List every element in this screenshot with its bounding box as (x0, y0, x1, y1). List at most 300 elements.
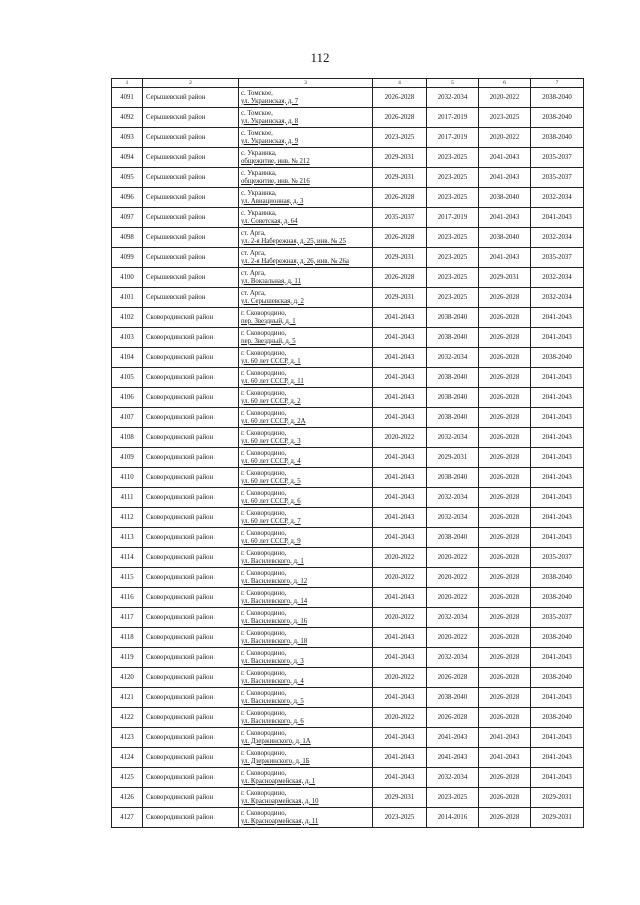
period-cell: 2026-2028 (373, 268, 427, 288)
address-street: ул. Украинская, д. 8 (241, 117, 299, 125)
period-cell: 2020-2022 (427, 568, 479, 588)
period-cell: 2041-2043 (373, 348, 427, 368)
address-cell (239, 128, 373, 148)
district-cell: Сковородинский район (143, 648, 239, 668)
address-street: ул. Вокзальная, д. 11 (241, 277, 301, 285)
table-row (112, 328, 584, 348)
period-cell: 2032-2034 (427, 768, 479, 788)
period-cell: 2035-2037 (531, 168, 584, 188)
address-locality: с. Томское, (241, 89, 273, 97)
address-cell (239, 428, 373, 448)
period-cell: 2026-2028 (479, 388, 531, 408)
table-row (112, 688, 584, 708)
address-street: ул. 60 лет СССР, д. 5 (241, 477, 301, 485)
table-row (112, 768, 584, 788)
column-number-row (112, 79, 584, 88)
table-row (112, 748, 584, 768)
period-cell: 2026-2028 (479, 668, 531, 688)
period-cell: 2020-2022 (427, 588, 479, 608)
period-cell: 2023-2025 (427, 248, 479, 268)
period-cell: 2038-2040 (531, 348, 584, 368)
district-cell: Серышевский район (143, 168, 239, 188)
address-cell (239, 308, 373, 328)
period-cell: 2038-2040 (479, 228, 531, 248)
period-cell: 2026-2028 (479, 688, 531, 708)
period-cell: 2041-2043 (531, 208, 584, 228)
row-number: 4100 (112, 268, 143, 288)
district-cell: Сковородинский район (143, 788, 239, 808)
period-cell: 2017-2019 (427, 208, 479, 228)
period-cell: 2038-2040 (531, 588, 584, 608)
row-number: 4095 (112, 168, 143, 188)
district-cell: Сковородинский район (143, 628, 239, 648)
period-cell: 2041-2043 (531, 408, 584, 428)
district-cell: Сковородинский район (143, 308, 239, 328)
district-cell: Сковородинский район (143, 808, 239, 828)
period-cell: 2038-2040 (427, 388, 479, 408)
table-row (112, 628, 584, 648)
period-cell: 2041-2043 (531, 388, 584, 408)
row-number: 4124 (112, 748, 143, 768)
district-cell: Сковородинский район (143, 708, 239, 728)
district-cell: Серышевский район (143, 108, 239, 128)
period-cell: 2038-2040 (531, 568, 584, 588)
table-row (112, 788, 584, 808)
address-locality: с. Украинка, (241, 209, 277, 217)
period-cell: 2041-2043 (479, 748, 531, 768)
column-header: 3 (239, 79, 373, 88)
period-cell: 2026-2028 (479, 508, 531, 528)
address-street: ул. Красноармейская, д. 1 (241, 777, 316, 785)
address-cell (239, 568, 373, 588)
address-street: ул. Авиационная, д. 3 (241, 197, 304, 205)
period-cell: 2038-2040 (531, 708, 584, 728)
period-cell: 2029-2031 (373, 248, 427, 268)
period-cell: 2029-2031 (373, 168, 427, 188)
row-number: 4118 (112, 628, 143, 648)
period-cell: 2035-2037 (531, 548, 584, 568)
district-cell: Серышевский район (143, 148, 239, 168)
address-locality: ст. Арга, (241, 249, 266, 257)
column-header: 2 (143, 79, 239, 88)
address-street: ул. Дзержинского, д. 1А (241, 737, 311, 745)
address-cell (239, 468, 373, 488)
address-cell (239, 248, 373, 268)
address-locality: г. Сковородино, (241, 509, 287, 517)
period-cell: 2026-2028 (479, 308, 531, 328)
period-cell: 2032-2034 (427, 608, 479, 628)
table-row (112, 808, 584, 828)
period-cell: 2026-2028 (479, 368, 531, 388)
address-locality: с. Украинка, (241, 149, 277, 157)
period-cell: 2041-2043 (531, 768, 584, 788)
period-cell: 2026-2028 (479, 568, 531, 588)
period-cell: 2026-2028 (479, 788, 531, 808)
period-cell: 2041-2043 (373, 748, 427, 768)
table-row (112, 668, 584, 688)
table-row (112, 568, 584, 588)
period-cell: 2041-2043 (373, 388, 427, 408)
address-street: ул. Дзержинского, д. 1Б (241, 757, 310, 765)
address-street: ул. Украинская, д. 7 (241, 97, 299, 105)
address-locality: г. Сковородино, (241, 789, 287, 797)
period-cell: 2041-2043 (373, 488, 427, 508)
row-number: 4114 (112, 548, 143, 568)
address-street: пер. Звездный, д. 5 (241, 337, 296, 345)
period-cell: 2023-2025 (479, 108, 531, 128)
period-cell: 2041-2043 (531, 468, 584, 488)
period-cell: 2020-2022 (373, 708, 427, 728)
address-street: ул. Украинская, д. 9 (241, 137, 299, 145)
district-cell: Сковородинский район (143, 428, 239, 448)
period-cell: 2038-2040 (427, 408, 479, 428)
address-cell (239, 708, 373, 728)
period-cell: 2041-2043 (373, 308, 427, 328)
row-number: 4113 (112, 528, 143, 548)
address-street: ул. 2-я Набережная, д. 26, инв. № 26а (241, 257, 349, 265)
district-cell: Сковородинский район (143, 328, 239, 348)
period-cell: 2026-2028 (479, 768, 531, 788)
address-street: ул. Красноармейская, д. 10 (241, 797, 319, 805)
period-cell: 2038-2040 (427, 688, 479, 708)
period-cell: 2041-2043 (531, 448, 584, 468)
address-cell (239, 648, 373, 668)
period-cell: 2026-2028 (373, 228, 427, 248)
district-cell: Сковородинский район (143, 728, 239, 748)
row-number: 4110 (112, 468, 143, 488)
period-cell: 2026-2028 (479, 468, 531, 488)
housing-table (111, 78, 584, 828)
table-row (112, 168, 584, 188)
period-cell: 2041-2043 (373, 588, 427, 608)
period-cell: 2026-2028 (479, 608, 531, 628)
district-cell: Сковородинский район (143, 668, 239, 688)
period-cell: 2026-2028 (479, 328, 531, 348)
period-cell: 2032-2034 (427, 508, 479, 528)
table-row (112, 208, 584, 228)
table-row (112, 428, 584, 448)
district-cell: Сковородинский район (143, 348, 239, 368)
address-locality: г. Сковородино, (241, 349, 287, 357)
address-cell (239, 168, 373, 188)
period-cell: 2026-2028 (373, 88, 427, 108)
period-cell: 2041-2043 (531, 508, 584, 528)
period-cell: 2032-2034 (531, 288, 584, 308)
period-cell: 2041-2043 (373, 528, 427, 548)
address-cell (239, 808, 373, 828)
address-cell (239, 548, 373, 568)
row-number: 4102 (112, 308, 143, 328)
address-locality: ст. Арга, (241, 229, 266, 237)
period-cell: 2041-2043 (373, 628, 427, 648)
table-row (112, 468, 584, 488)
table-row (112, 288, 584, 308)
period-cell: 2029-2031 (373, 288, 427, 308)
period-cell: 2026-2028 (479, 588, 531, 608)
address-locality: г. Сковородино, (241, 689, 287, 697)
column-header: 6 (479, 79, 531, 88)
district-cell: Сковородинский район (143, 568, 239, 588)
period-cell: 2029-2031 (373, 148, 427, 168)
period-cell: 2020-2022 (479, 88, 531, 108)
table-row (112, 188, 584, 208)
period-cell: 2041-2043 (531, 728, 584, 748)
period-cell: 2023-2025 (373, 808, 427, 828)
row-number: 4122 (112, 708, 143, 728)
period-cell: 2041-2043 (373, 508, 427, 528)
address-cell (239, 148, 373, 168)
period-cell: 2041-2043 (373, 768, 427, 788)
period-cell: 2041-2043 (373, 688, 427, 708)
address-locality: г. Сковородино, (241, 729, 287, 737)
district-cell: Сковородинский район (143, 688, 239, 708)
table-row (112, 528, 584, 548)
table-row (112, 148, 584, 168)
period-cell: 2014-2016 (427, 808, 479, 828)
period-cell: 2026-2028 (479, 408, 531, 428)
row-number: 4105 (112, 368, 143, 388)
column-header: 7 (531, 79, 584, 88)
period-cell: 2029-2031 (427, 448, 479, 468)
period-cell: 2017-2019 (427, 108, 479, 128)
address-locality: г. Сковородино, (241, 809, 287, 817)
address-cell (239, 328, 373, 348)
address-locality: г. Сковородино, (241, 449, 287, 457)
table-row (112, 608, 584, 628)
district-cell: Сковородинский район (143, 588, 239, 608)
period-cell: 2041-2043 (531, 328, 584, 348)
district-cell: Сковородинский район (143, 388, 239, 408)
table-row (112, 388, 584, 408)
table-row (112, 408, 584, 428)
district-cell: Сковородинский район (143, 468, 239, 488)
period-cell: 2020-2022 (427, 628, 479, 648)
address-cell (239, 208, 373, 228)
period-cell: 2023-2025 (427, 288, 479, 308)
address-locality: г. Сковородино, (241, 709, 287, 717)
district-cell: Сковородинский район (143, 488, 239, 508)
address-cell (239, 408, 373, 428)
period-cell: 2026-2028 (479, 448, 531, 468)
period-cell: 2038-2040 (427, 308, 479, 328)
address-cell (239, 668, 373, 688)
period-cell: 2023-2025 (427, 148, 479, 168)
period-cell: 2029-2031 (531, 808, 584, 828)
address-cell (239, 368, 373, 388)
address-cell (239, 688, 373, 708)
column-header: 5 (427, 79, 479, 88)
period-cell: 2041-2043 (373, 368, 427, 388)
period-cell: 2038-2040 (531, 128, 584, 148)
period-cell: 2038-2040 (531, 88, 584, 108)
period-cell: 2041-2043 (531, 368, 584, 388)
address-street: общежитие, инв. № 216 (241, 177, 310, 185)
district-cell: Серышевский район (143, 268, 239, 288)
period-cell: 2041-2043 (373, 408, 427, 428)
address-cell (239, 608, 373, 628)
row-number: 4126 (112, 788, 143, 808)
period-cell: 2026-2028 (479, 708, 531, 728)
period-cell: 2032-2034 (427, 428, 479, 448)
district-cell: Серышевский район (143, 188, 239, 208)
address-cell (239, 188, 373, 208)
period-cell: 2041-2043 (531, 308, 584, 328)
period-cell: 2017-2019 (427, 128, 479, 148)
address-locality: г. Сковородино, (241, 609, 287, 617)
period-cell: 2032-2034 (427, 348, 479, 368)
period-cell: 2038-2040 (427, 468, 479, 488)
period-cell: 2041-2043 (479, 168, 531, 188)
period-cell: 2041-2043 (531, 648, 584, 668)
district-cell: Серышевский район (143, 228, 239, 248)
period-cell: 2026-2028 (479, 428, 531, 448)
address-cell (239, 528, 373, 548)
address-street: ул. 60 лет СССР, д. 3 (241, 437, 301, 445)
address-locality: ст. Арга, (241, 269, 266, 277)
row-number: 4091 (112, 88, 143, 108)
table-row (112, 248, 584, 268)
period-cell: 2041-2043 (427, 748, 479, 768)
address-street: ул. Василевского, д. 12 (241, 577, 308, 585)
address-street: ул. Василевского, д. 16 (241, 617, 308, 625)
address-cell (239, 448, 373, 468)
address-cell (239, 88, 373, 108)
period-cell: 2038-2040 (427, 368, 479, 388)
district-cell: Сковородинский район (143, 448, 239, 468)
period-cell: 2032-2034 (427, 488, 479, 508)
address-locality: г. Сковородино, (241, 629, 287, 637)
row-number: 4107 (112, 408, 143, 428)
district-cell: Серышевский район (143, 128, 239, 148)
period-cell: 2032-2034 (427, 88, 479, 108)
period-cell: 2029-2031 (531, 788, 584, 808)
address-locality: г. Сковородино, (241, 329, 287, 337)
period-cell: 2041-2043 (531, 488, 584, 508)
period-cell: 2041-2043 (531, 688, 584, 708)
period-cell: 2023-2025 (373, 128, 427, 148)
address-locality: с. Украинка, (241, 189, 277, 197)
period-cell: 2026-2028 (479, 628, 531, 648)
period-cell: 2020-2022 (373, 608, 427, 628)
period-cell: 2026-2028 (479, 548, 531, 568)
period-cell: 2026-2028 (427, 708, 479, 728)
address-locality: г. Сковородино, (241, 589, 287, 597)
address-locality: г. Сковородино, (241, 429, 287, 437)
address-street: ул. 60 лет СССР, д. 11 (241, 377, 304, 385)
address-street: ул. Василевского, д. 3 (241, 657, 304, 665)
address-cell (239, 288, 373, 308)
district-cell: Серышевский район (143, 288, 239, 308)
address-street: ул. 2-я Набережная, д. 25, инв. № 25 (241, 237, 346, 245)
address-street: ул. 60 лет СССР, д. 9 (241, 537, 301, 545)
period-cell: 2026-2028 (479, 808, 531, 828)
period-cell: 2041-2043 (531, 428, 584, 448)
address-cell (239, 348, 373, 368)
district-cell: Сковородинский район (143, 768, 239, 788)
period-cell: 2041-2043 (373, 468, 427, 488)
address-locality: г. Сковородино, (241, 769, 287, 777)
period-cell: 2038-2040 (531, 628, 584, 648)
period-cell: 2032-2034 (531, 268, 584, 288)
row-number: 4103 (112, 328, 143, 348)
period-cell: 2029-2031 (373, 788, 427, 808)
period-cell: 2035-2037 (373, 208, 427, 228)
address-locality: г. Сковородино, (241, 369, 287, 377)
period-cell: 2029-2031 (479, 268, 531, 288)
period-cell: 2026-2028 (427, 668, 479, 688)
period-cell: 2026-2028 (479, 528, 531, 548)
period-cell: 2023-2025 (427, 788, 479, 808)
table-row (112, 228, 584, 248)
period-cell: 2038-2040 (427, 528, 479, 548)
address-street: ул. Советская, д. 64 (241, 217, 298, 225)
row-number: 4119 (112, 648, 143, 668)
row-number: 4106 (112, 388, 143, 408)
table-row (112, 648, 584, 668)
table-row (112, 708, 584, 728)
row-number: 4109 (112, 448, 143, 468)
address-cell (239, 728, 373, 748)
address-locality: с. Томское, (241, 129, 273, 137)
address-cell (239, 228, 373, 248)
period-cell: 2026-2028 (479, 348, 531, 368)
row-number: 4104 (112, 348, 143, 368)
row-number: 4097 (112, 208, 143, 228)
period-cell: 2026-2028 (373, 108, 427, 128)
district-cell: Сковородинский район (143, 528, 239, 548)
address-cell (239, 388, 373, 408)
address-street: ул. Василевского, д. 18 (241, 637, 308, 645)
row-number: 4121 (112, 688, 143, 708)
table-row (112, 368, 584, 388)
table-row (112, 588, 584, 608)
table-row (112, 448, 584, 468)
period-cell: 2038-2040 (479, 188, 531, 208)
district-cell: Сковородинский район (143, 548, 239, 568)
row-number: 4112 (112, 508, 143, 528)
address-cell (239, 788, 373, 808)
row-number: 4127 (112, 808, 143, 828)
address-locality: с. Томское, (241, 109, 273, 117)
address-cell (239, 508, 373, 528)
row-number: 4111 (112, 488, 143, 508)
period-cell: 2041-2043 (479, 248, 531, 268)
table-row (112, 108, 584, 128)
period-cell: 2041-2043 (479, 728, 531, 748)
period-cell: 2026-2028 (479, 648, 531, 668)
address-street: ул. 60 лет СССР, д. 4 (241, 457, 301, 465)
period-cell: 2020-2022 (427, 548, 479, 568)
period-cell: 2032-2034 (531, 188, 584, 208)
district-cell: Сковородинский район (143, 608, 239, 628)
period-cell: 2041-2043 (479, 208, 531, 228)
district-cell: Сковородинский район (143, 748, 239, 768)
period-cell: 2041-2043 (531, 528, 584, 548)
address-street: ул. Василевского, д. 6 (241, 717, 304, 725)
period-cell: 2023-2025 (427, 188, 479, 208)
address-street: общежитие, инв. № 212 (241, 157, 310, 165)
period-cell: 2035-2037 (531, 608, 584, 628)
address-cell (239, 768, 373, 788)
period-cell: 2032-2034 (531, 228, 584, 248)
period-cell: 2023-2025 (427, 168, 479, 188)
address-cell (239, 108, 373, 128)
district-cell: Сковородинский район (143, 368, 239, 388)
address-locality: г. Сковородино, (241, 569, 287, 577)
period-cell: 2020-2022 (373, 668, 427, 688)
address-locality: г. Сковородино, (241, 409, 287, 417)
address-locality: г. Сковородино, (241, 469, 287, 477)
